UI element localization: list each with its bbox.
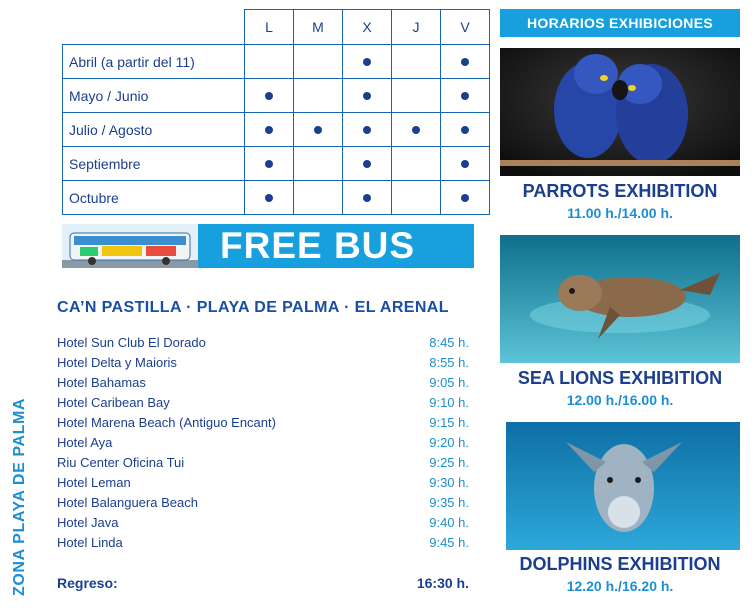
dolphins-exhibition-title: DOLPHINS EXHIBITION [519,554,721,574]
schedule-dot [461,92,469,100]
stop-time: 9:30 h. [429,475,469,490]
schedule-dot [265,126,273,134]
schedule-row [63,181,490,215]
stop-time: 9:25 h. [429,455,469,470]
sea-lions-photo [500,235,740,363]
dolphins-exhibition-times: 12.20 h./16.20 h. [566,578,674,594]
stop-name: Hotel Java [57,515,119,530]
schedule-cell [441,79,490,113]
stop-time: 9:20 h. [429,435,469,450]
stop-name: Riu Center Oficina Tui [57,455,185,470]
stop-name: Hotel Bahamas [57,375,146,390]
schedule-dot [461,160,469,168]
schedule-dot [363,194,371,202]
stop-row [57,513,469,533]
stop-name: Hotel Balanguera Beach [57,495,198,510]
sea-lions-exhibition-title: SEA LIONS EXHIBITION [517,368,723,388]
schedule-dot [314,126,322,134]
return-time: 16:30 h. [416,575,469,591]
schedule-cell [441,113,490,147]
day-header: X [343,10,392,45]
schedule-dot [363,58,371,66]
schedule-dot [363,126,371,134]
day-header: V [441,10,490,45]
schedule-cell [392,113,441,147]
schedule-month: Octubre [63,181,245,215]
schedule-dot [363,92,371,100]
return-row [57,573,469,593]
stop-row [57,433,469,453]
stop-row [57,453,469,473]
stop-row [57,373,469,393]
schedule-header-row [63,10,490,45]
stop-name: Hotel Linda [57,535,123,550]
schedule-cell [392,45,441,79]
schedule-dot [363,160,371,168]
stop-time: 9:45 h. [429,535,469,550]
stop-row [57,473,469,493]
schedule-cell [392,147,441,181]
schedule-cell [245,181,294,215]
stop-name: Hotel Caribean Bay [57,395,170,410]
stop-time: 9:15 h. [429,415,469,430]
schedule-cell [245,113,294,147]
day-header: J [392,10,441,45]
stop-row [57,413,469,433]
schedule-month: Septiembre [63,147,245,181]
stop-row [57,533,469,553]
schedule-month: Julio / Agosto [63,113,245,147]
schedule-month: Abril (a partir del 11) [63,45,245,79]
schedule-cell [245,79,294,113]
schedule-row [63,113,490,147]
schedule-month: Mayo / Junio [63,79,245,113]
stop-name: Hotel Delta y Maioris [57,355,177,370]
dolphins-photo [506,422,740,550]
stop-name: Hotel Aya [57,435,113,450]
sea-lions-exhibition-times: 12.00 h./16.00 h. [566,392,674,408]
parrots-photo [500,48,740,176]
schedule-cell [343,45,392,79]
schedule-cell [294,45,343,79]
schedule-row [63,45,490,79]
stop-name: Hotel Leman [57,475,131,490]
stop-row [57,353,469,373]
schedule-dot [461,194,469,202]
free-bus-banner [62,224,474,268]
schedule-cell [245,147,294,181]
schedule-body [63,45,490,215]
schedule-cell [294,113,343,147]
schedule-dot [265,92,273,100]
stop-row [57,493,469,513]
stop-time: 9:40 h. [429,515,469,530]
stop-row [57,333,469,353]
stop-name: Hotel Sun Club El Dorado [57,335,206,350]
schedule-cell [343,113,392,147]
schedule-cell [441,181,490,215]
schedule-cell [343,79,392,113]
schedule-dot [265,194,273,202]
schedule-dot [461,126,469,134]
parrots-exhibition-times: 11.00 h./14.00 h. [567,205,673,221]
schedule-cell [343,181,392,215]
schedule-cell [392,181,441,215]
free-bus-title: FREE BUS [220,225,416,266]
stop-time: 8:45 h. [429,335,469,350]
stop-row [57,393,469,413]
schedule-cell [441,45,490,79]
schedule-cell [294,147,343,181]
zone-label: ZONA PLAYA DE PALMA [11,397,28,596]
schedule-row [63,79,490,113]
schedule-dot [461,58,469,66]
stop-list [57,333,469,553]
route-title: CA’N PASTILLA · PLAYA DE PALMA · EL ARENAL [57,299,449,316]
return-label: Regreso: [57,575,118,591]
schedule-cell [441,147,490,181]
schedule-cell [294,79,343,113]
day-header: M [294,10,343,45]
schedule-corner [63,10,245,45]
schedule-row [63,147,490,181]
bus-photo [62,224,198,268]
schedule-cell [245,45,294,79]
schedule-cell [343,147,392,181]
stop-name: Hotel Marena Beach (Antiguo Encant) [57,415,276,430]
stop-time: 9:35 h. [429,495,469,510]
day-header: L [245,10,294,45]
exhibitions-header: HORARIOS EXHIBICIONES [500,9,740,37]
schedule-dot [265,160,273,168]
schedule-dot [412,126,420,134]
stop-time: 8:55 h. [429,355,469,370]
stop-time: 9:10 h. [429,395,469,410]
stop-time: 9:05 h. [429,375,469,390]
schedule-cell [392,79,441,113]
parrots-exhibition-title: PARROTS EXHIBITION [522,181,718,201]
schedule-cell [294,181,343,215]
schedule-table [62,9,490,215]
